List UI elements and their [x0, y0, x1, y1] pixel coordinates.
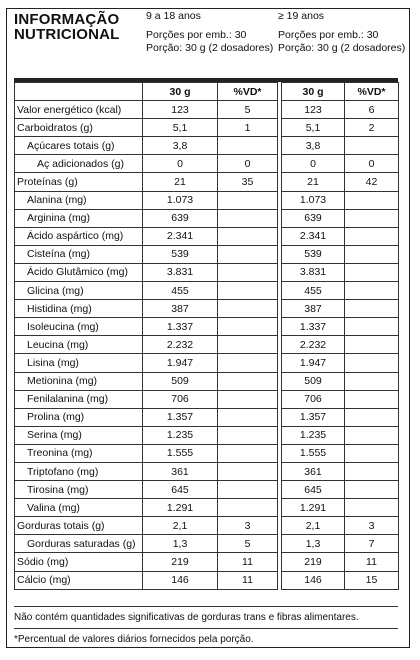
vd-1: 5: [218, 535, 278, 553]
table-row: [15, 553, 399, 571]
table-row: [15, 119, 399, 137]
value-2: 1,3: [282, 535, 345, 553]
group-header-adults: [278, 10, 405, 55]
vd-1: [218, 245, 278, 263]
table-row: [15, 209, 399, 227]
vd-2: [345, 426, 399, 444]
row-label: Cisteína (mg): [15, 245, 143, 263]
value-1: 387: [143, 300, 218, 318]
table-row: [15, 408, 399, 426]
vd-1: 11: [218, 571, 278, 589]
value-2: 1.073: [282, 191, 345, 209]
row-label: Triptofano (mg): [15, 462, 143, 480]
value-2: 645: [282, 481, 345, 499]
value-1: 123: [143, 101, 218, 119]
title-line-1: INFORMAÇÃO: [14, 11, 120, 28]
value-2: 2,1: [282, 517, 345, 535]
footnote-trans-fat: Não contém quantidades significativas de gorduras trans e fibras alimentares.: [14, 612, 359, 623]
header-label-cell: [15, 83, 143, 101]
value-1: 1.235: [143, 426, 218, 444]
vd-1: [218, 444, 278, 462]
vd-1: [218, 354, 278, 372]
vd-2: [345, 372, 399, 390]
group-portion: Porção: 30 g (2 dosadores): [146, 42, 274, 54]
table-row: [15, 282, 399, 300]
table-row: [15, 191, 399, 209]
value-2: 5,1: [282, 119, 345, 137]
vd-1: [218, 462, 278, 480]
vd-1: [218, 318, 278, 336]
row-label: Sódio (mg): [15, 553, 143, 571]
table-row: [15, 354, 399, 372]
title-line-2: NUTRICIONAL: [14, 26, 120, 43]
value-1: 1.337: [143, 318, 218, 336]
table-row: [15, 481, 399, 499]
vd-1: [218, 282, 278, 300]
value-1: 3,8: [143, 137, 218, 155]
row-label: Açúcares totais (g): [15, 137, 143, 155]
value-2: 1.357: [282, 408, 345, 426]
table-row: [15, 444, 399, 462]
value-1: 1.947: [143, 354, 218, 372]
group-portion: Porção: 30 g (2 dosadores): [278, 42, 406, 54]
vd-2: [345, 354, 399, 372]
row-label: Carboidratos (g): [15, 119, 143, 137]
value-2: 706: [282, 390, 345, 408]
vd-2: [345, 318, 399, 336]
vd-1: [218, 336, 278, 354]
vd-2: 7: [345, 535, 399, 553]
value-2: 219: [282, 553, 345, 571]
value-1: 1.291: [143, 499, 218, 517]
table-row: [15, 517, 399, 535]
vd-2: [345, 137, 399, 155]
table-row: [15, 372, 399, 390]
table-row: [15, 535, 399, 553]
group-age: 9 a 18 anos: [146, 10, 201, 22]
row-label: Leucina (mg): [15, 336, 143, 354]
vd-2: [345, 263, 399, 281]
vd-1: 5: [218, 101, 278, 119]
vd-1: [218, 300, 278, 318]
value-1: 5,1: [143, 119, 218, 137]
vd-2: 42: [345, 173, 399, 191]
value-1: 2.341: [143, 227, 218, 245]
vd-1: [218, 372, 278, 390]
table-row: [15, 499, 399, 517]
value-1: 509: [143, 372, 218, 390]
table-row: [15, 318, 399, 336]
value-2: 21: [282, 173, 345, 191]
table-header-row: [15, 83, 399, 101]
vd-1: [218, 191, 278, 209]
table-row: [15, 300, 399, 318]
table-row: [15, 390, 399, 408]
vd-1: [218, 499, 278, 517]
header-vd-1: %VD*: [218, 83, 278, 101]
footnote-divider-2: [14, 628, 398, 629]
vd-2: [345, 282, 399, 300]
row-label: Aç adicionados (g): [15, 155, 143, 173]
value-2: 123: [282, 101, 345, 119]
vd-2: [345, 209, 399, 227]
nutrition-table: [14, 82, 399, 590]
row-label: Cálcio (mg): [15, 571, 143, 589]
vd-2: [345, 408, 399, 426]
table-row: [15, 263, 399, 281]
vd-1: 1: [218, 119, 278, 137]
row-label: Gorduras totais (g): [15, 517, 143, 535]
value-2: 455: [282, 282, 345, 300]
value-1: 539: [143, 245, 218, 263]
value-2: 509: [282, 372, 345, 390]
value-2: 3.831: [282, 263, 345, 281]
footnote-divider-1: [14, 606, 398, 607]
value-2: 1.235: [282, 426, 345, 444]
vd-2: [345, 191, 399, 209]
row-label: Isoleucina (mg): [15, 318, 143, 336]
value-2: 387: [282, 300, 345, 318]
vd-1: [218, 426, 278, 444]
vd-2: [345, 336, 399, 354]
value-1: 3.831: [143, 263, 218, 281]
vd-2: 6: [345, 101, 399, 119]
value-2: 3,8: [282, 137, 345, 155]
row-label: Treonina (mg): [15, 444, 143, 462]
value-1: 645: [143, 481, 218, 499]
row-label: Valor energético (kcal): [15, 101, 143, 119]
vd-1: [218, 481, 278, 499]
row-label: Serina (mg): [15, 426, 143, 444]
vd-2: [345, 444, 399, 462]
vd-2: [345, 245, 399, 263]
value-1: 1,3: [143, 535, 218, 553]
vd-2: 15: [345, 571, 399, 589]
row-label: Metionina (mg): [15, 372, 143, 390]
header-qty-2: 30 g: [282, 83, 345, 101]
table-row: [15, 227, 399, 245]
row-label: Glicina (mg): [15, 282, 143, 300]
table-row: [15, 155, 399, 173]
vd-1: [218, 408, 278, 426]
vd-2: [345, 390, 399, 408]
vd-2: [345, 499, 399, 517]
value-1: 146: [143, 571, 218, 589]
value-2: 539: [282, 245, 345, 263]
table-row: [15, 245, 399, 263]
group-age: ≥ 19 anos: [278, 10, 325, 22]
row-label: Histidina (mg): [15, 300, 143, 318]
value-1: 219: [143, 553, 218, 571]
value-1: 639: [143, 209, 218, 227]
vd-2: 0: [345, 155, 399, 173]
table-row: [15, 462, 399, 480]
value-2: 1.555: [282, 444, 345, 462]
value-2: 361: [282, 462, 345, 480]
value-2: 2.341: [282, 227, 345, 245]
header-vd-2: %VD*: [345, 83, 399, 101]
vd-1: 11: [218, 553, 278, 571]
vd-2: [345, 300, 399, 318]
vd-1: [218, 263, 278, 281]
row-label: Proteínas (g): [15, 173, 143, 191]
row-label: Arginina (mg): [15, 209, 143, 227]
value-1: 21: [143, 173, 218, 191]
group-portions: Porções por emb.: 30: [278, 29, 379, 41]
value-1: 455: [143, 282, 218, 300]
vd-1: 35: [218, 173, 278, 191]
header-qty-1: 30 g: [143, 83, 218, 101]
value-2: 1.337: [282, 318, 345, 336]
table-row: [15, 426, 399, 444]
row-label: Tirosina (mg): [15, 481, 143, 499]
value-2: 1.291: [282, 499, 345, 517]
value-1: 361: [143, 462, 218, 480]
value-1: 2.232: [143, 336, 218, 354]
value-1: 1.357: [143, 408, 218, 426]
vd-2: 11: [345, 553, 399, 571]
vd-1: [218, 390, 278, 408]
value-2: 146: [282, 571, 345, 589]
vd-2: [345, 481, 399, 499]
value-1: 2,1: [143, 517, 218, 535]
vd-2: [345, 227, 399, 245]
value-1: 1.555: [143, 444, 218, 462]
row-label: Prolina (mg): [15, 408, 143, 426]
value-2: 2.232: [282, 336, 345, 354]
vd-1: [218, 209, 278, 227]
vd-1: [218, 227, 278, 245]
value-1: 706: [143, 390, 218, 408]
table-row: [15, 101, 399, 119]
value-1: 1.073: [143, 191, 218, 209]
value-1: 0: [143, 155, 218, 173]
vd-2: 2: [345, 119, 399, 137]
table-row: [15, 137, 399, 155]
nutrition-title: [14, 12, 120, 42]
value-2: 639: [282, 209, 345, 227]
value-2: 0: [282, 155, 345, 173]
row-label: Lisina (mg): [15, 354, 143, 372]
vd-1: 0: [218, 155, 278, 173]
table-row: [15, 173, 399, 191]
row-label: Ácido aspártico (mg): [15, 227, 143, 245]
vd-2: 3: [345, 517, 399, 535]
value-2: 1.947: [282, 354, 345, 372]
table-row: [15, 336, 399, 354]
row-label: Gorduras saturadas (g): [15, 535, 143, 553]
table-row: [15, 571, 399, 589]
row-label: Valina (mg): [15, 499, 143, 517]
group-header-children: [146, 10, 273, 55]
row-label: Ácido Glutâmico (mg): [15, 263, 143, 281]
group-portions: Porções por emb.: 30: [146, 29, 247, 41]
footnote-vd: *Percentual de valores diários fornecidos pela porção.: [14, 634, 254, 645]
vd-1: 3: [218, 517, 278, 535]
vd-2: [345, 462, 399, 480]
row-label: Fenilalanina (mg): [15, 390, 143, 408]
vd-1: [218, 137, 278, 155]
row-label: Alanina (mg): [15, 191, 143, 209]
